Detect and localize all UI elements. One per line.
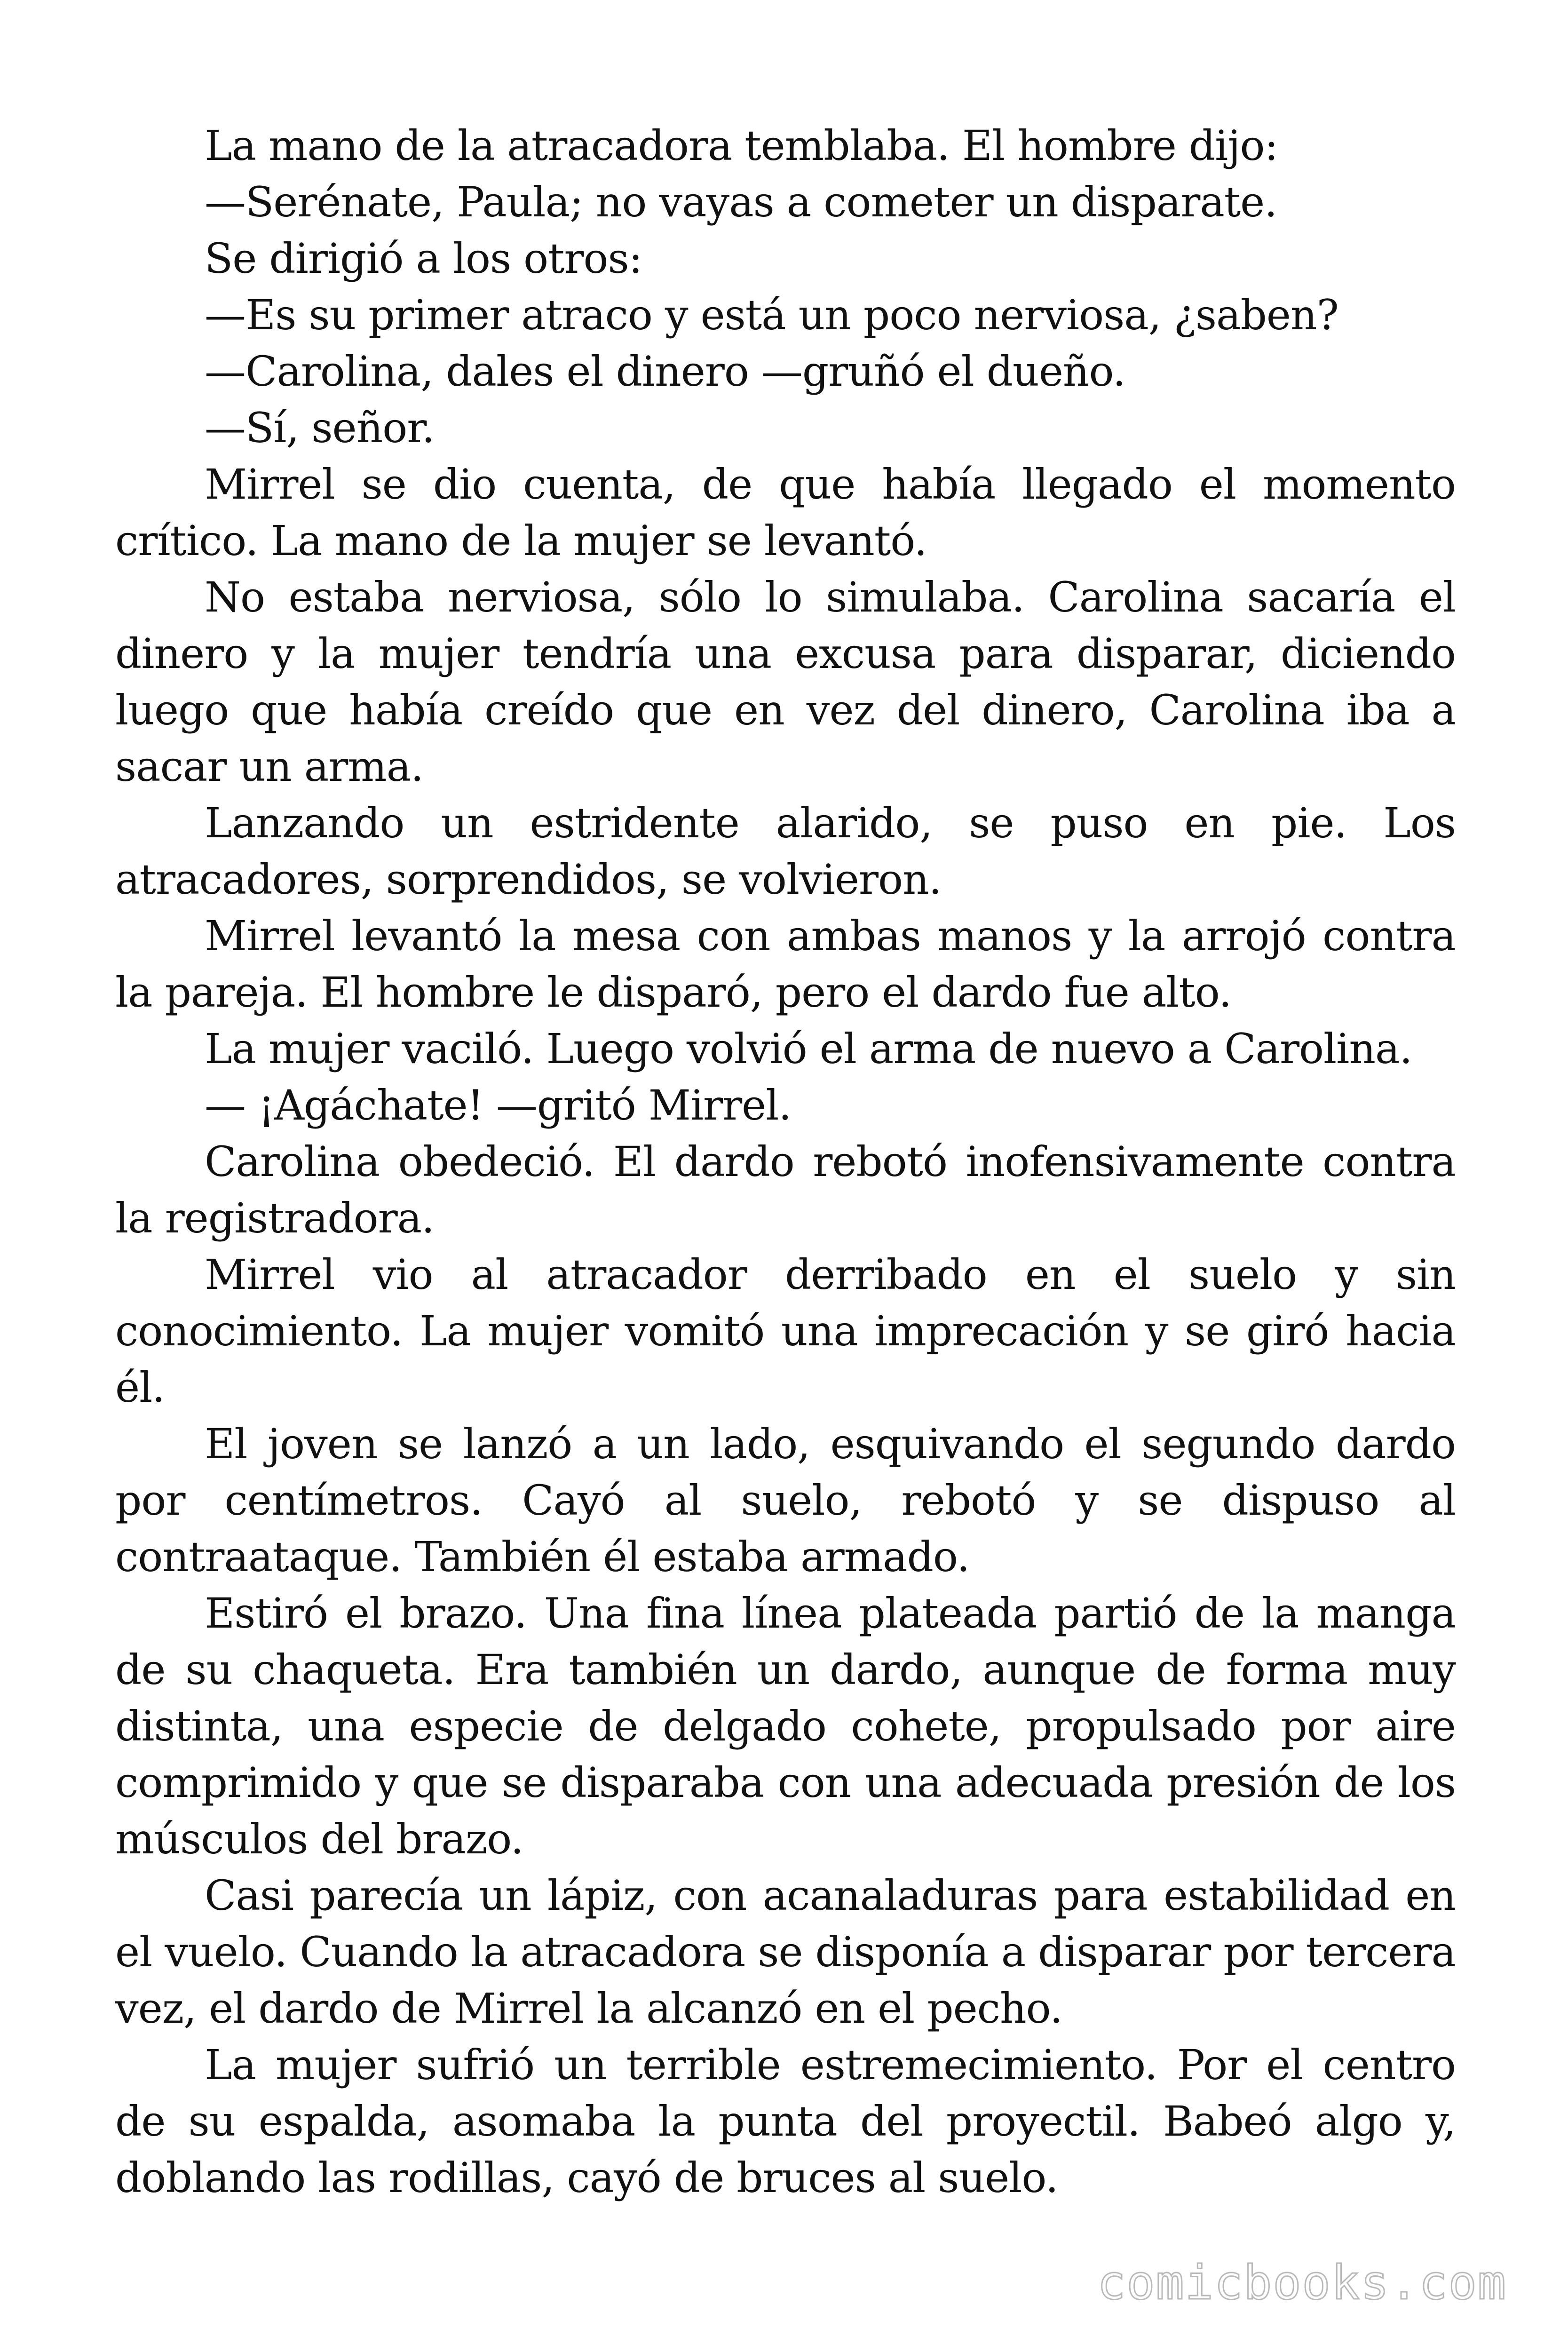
paragraph-1: La mano de la atracadora temblaba. El hombre dijo: — [205, 121, 1278, 170]
watermark: comicbooks.com — [1097, 2255, 1507, 2310]
paragraph-3: Se dirigió a los otros: — [205, 234, 642, 283]
paragraph-12: — ¡Agáchate! —gritó Mirrel. — [205, 1081, 792, 1129]
paragraph-7: Mirrel se dio cuenta, de que había llegado el momento crítico. La mano de la mujer se levantó. — [115, 460, 1456, 565]
paragraph-6: —Sí, señor. — [205, 404, 435, 452]
book-page-text — [115, 118, 1456, 2206]
paragraph-9: Lanzando un estridente alarido, se puso en pie. Los atracadores, sorprendidos, se volvieron. — [115, 799, 1456, 904]
paragraph-2: —Serénate, Paula; no vayas a cometer un disparate. — [205, 178, 1277, 226]
paragraph-8: No estaba nerviosa, sólo lo simulaba. Carolina sacaría el dinero y la mujer tendría una excusa para disparar, diciendo luego que había creído que en vez del dinero, Carolina iba a sacar un arma. — [115, 573, 1456, 791]
paragraph-17: Casi parecía un lápiz, con acanaladuras para estabilidad en el vuelo. Cuando la atracadora se disponía a disparar por tercera vez, el dardo de Mirrel la alcanzó en el pecho. — [115, 1871, 1456, 2033]
paragraph-4: —Es su primer atraco y está un poco nerviosa, ¿saben? — [205, 291, 1338, 339]
paragraph-15: El joven se lanzó a un lado, esquivando el segundo dardo por centímetros. Cayó al suelo, rebotó y se dispuso al contraataque. También él estaba armado. — [115, 1420, 1456, 1581]
paragraph-11: La mujer vaciló. Luego volvió el arma de nuevo a Carolina. — [205, 1025, 1412, 1073]
paragraph-14: Mirrel vio al atracador derribado en el suelo y sin conocimiento. La mujer vomitó una imprecación y se giró hacia él. — [115, 1250, 1456, 1412]
paragraph-18: La mujer sufrió un terrible estremecimiento. Por el centro de su espalda, asomaba la punta del proyectil. Babeó algo y, doblando las rodillas, cayó de bruces al suelo. — [115, 2041, 1456, 2202]
paragraph-10: Mirrel levantó la mesa con ambas manos y la arrojó contra la pareja. El hombre le disparó, pero el dardo fue alto. — [115, 912, 1456, 1017]
paragraph-5: —Carolina, dales el dinero —gruñó el dueño. — [205, 347, 1125, 396]
paragraph-13: Carolina obedeció. El dardo rebotó inofensivamente contra la registradora. — [115, 1137, 1456, 1242]
paragraph-16: Estiró el brazo. Una fina línea plateada partió de la manga de su chaqueta. Era también un dardo, aunque de forma muy distinta, una especie de delgado cohete, propulsado por aire comprimido y que se disparaba con una adecuada presión de los músculos del brazo. — [115, 1589, 1456, 1863]
